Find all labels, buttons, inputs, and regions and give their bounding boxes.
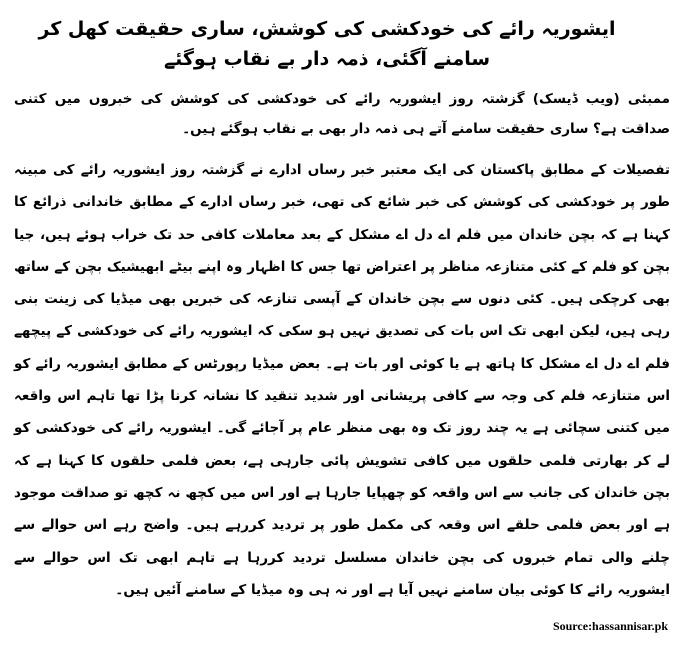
- article-source-credit: Source:hassannisar.pk: [552, 619, 668, 633]
- article-lead-paragraph: ممبئی (ویب ڈیسک) گزشتہ روز ایشوریہ رائے کی خودکشی کی کوشش کی خبروں میں کتنی صداقت ہے؟ ساری حقیقت سامنے آتے ہی ذمہ دار بھی بے نقاب ہوگئے ہیں۔: [14, 91, 670, 137]
- article-body-paragraph: تفصیلات کے مطابق پاکستان کی ایک معتبر خبر رساں ادارے نے گزشتہ روز ایشوریہ رائے کی مبینہ طور پر خودکشی کی کوشش کی خبر شائع کی تھی، خبر رساں ادارے کے مطابق خاندانی ذرائع کا کہنا ہے کہ بچن خاندان میں فلم اے دل اے مشکل کے بعد معاملات کافی حد تک خراب ہوئے ہیں، جیا بچن کو فلم کے کئی متنازعہ مناظر پر اعتراض تھا جس کا اظہار وہ اپنے بیٹے ابھیشیک بچن کے ساتھ بھی کرچکی ہیں۔ کئی دنوں سے بچن خاندان کے آپسی تنازعہ کی خبریں بھی میڈیا کی زینت بنی رہی ہیں، لیکن ابھی تک اس بات کی تصدیق نہیں ہو سکی کہ ایشوریہ رائے کی خودکشی کے پیچھے فلم اے دل اے مشکل کا ہاتھ ہے یا کوئی اور بات ہے۔ بعض میڈیا رپورٹس کے مطابق ایشوریہ رائے کو اس متنازعہ فلم کی وجہ سے کافی پریشانی اور شدید تنقید کا نشانہ کرنا پڑا تھا تاہم اس واقعہ میں کتنی سچائی ہے یہ چند روز تک وہ بھی منظر عام پر آجائے گی۔ ایشوریہ رائے کی خودکشی کو لے کر بھارتی فلمی حلقوں میں کافی تشویش پائی جارہی ہے، بعض فلمی حلقوں کا کہنا ہے کہ بچن خاندان کی جانب سے اس واقعہ کو چھپایا جارہا ہے اور اس میں کچھ نہ کچھ تو صداقت موجود ہے اور بعض فلمی حلقے اس وقعہ کی مکمل طور پر تردید کررہے ہیں۔ واضح رہے اس حوالے سے چلنے والی تمام خبروں کی بچن خاندان مسلسل تردید کررہا ہے تاہم ابھی تک اس حوالے سے ایشوریہ رائے کا کوئی بیان سامنے نہیں آیا ہے اور نہ ہی وہ میڈیا کے سامنے آئیں ہیں۔: [14, 162, 670, 598]
- article-headline: ایشوریہ رائے کی خودکشی کی کوشش، ساری حقیقت کھل کر سامنے آگئی، ذمہ دار بے نقاب ہوگئے: [38, 18, 616, 70]
